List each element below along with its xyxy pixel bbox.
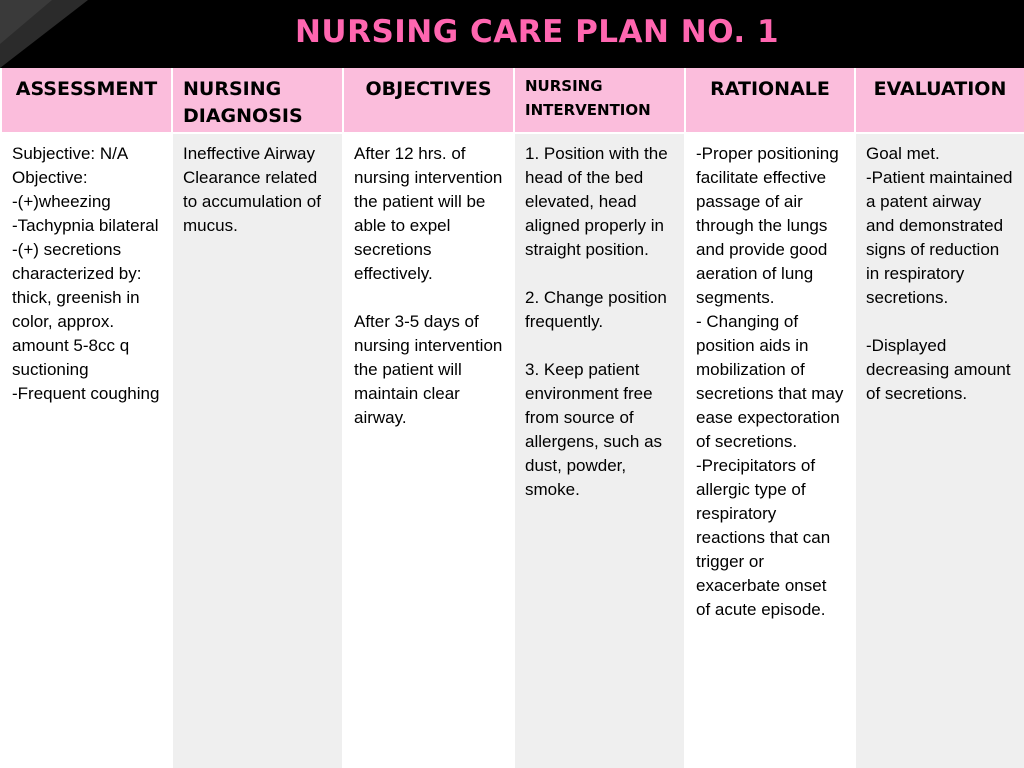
title-bar: [0, 0, 1024, 68]
care-plan-table: [0, 68, 1024, 768]
objective-1: After 12 hrs. of nursing intervention the patient will be able to expel secretions effectively.: [354, 144, 503, 283]
evaluation-cell: [855, 133, 1024, 768]
rationale-2: - Changing of position aids in mobilization of secretions that may ease expectoration of secretions.: [696, 312, 844, 451]
header-intervention: NURSING INTERVENTION: [514, 68, 685, 133]
evaluation-2: -Displayed decreasing amount of secretions.: [866, 336, 1011, 403]
intervention-3: 3. Keep patient environment free from source of allergens, such as dust, powder, smoke.: [525, 360, 663, 499]
header-rationale: RATIONALE: [685, 68, 855, 133]
intervention-1: 1. Position with the head of the bed elevated, head aligned properly in straight position.: [525, 144, 668, 259]
table-row: [1, 133, 1024, 768]
intervention-2: 2. Change position frequently.: [525, 288, 667, 331]
intervention-cell: [514, 133, 685, 768]
evaluation-1: Goal met. -Patient maintained a patent airway and demonstrated signs of reduction in respiratory secretions.: [866, 144, 1013, 307]
header-row: [1, 68, 1024, 133]
header-objectives: OBJECTIVES: [343, 68, 514, 133]
rationale-3: -Precipitators of allergic type of respiratory reactions that can trigger or exacerbate onset of acute episode.: [696, 456, 831, 619]
header-assessment: ASSESSMENT: [1, 68, 172, 133]
objective-2: After 3-5 days of nursing intervention the patient will maintain clear airway.: [354, 312, 503, 427]
assessment-cell: [1, 133, 172, 768]
header-diagnosis: NURSING DIAGNOSIS: [172, 68, 343, 133]
assessment-text: Subjective: N/A Objective: -(+)wheezing -Tachypnia bilateral -(+) secretions characterized by: thick, greenish in color, approx. amount 5-8cc q suctioning -Frequent coughing: [12, 144, 160, 403]
objectives-cell: [343, 133, 514, 768]
slide-title: NURSING CARE PLAN NO. 1: [294, 14, 780, 50]
diagnosis-text: Ineffective Airway Clearance related to accumulation of mucus.: [183, 144, 321, 235]
rationale-cell: [685, 133, 855, 768]
diagnosis-cell: [172, 133, 343, 768]
rationale-1: -Proper positioning facilitate effective passage of air through the lungs and provide good aeration of lung segments.: [696, 144, 839, 307]
header-evaluation: EVALUATION: [855, 68, 1024, 133]
